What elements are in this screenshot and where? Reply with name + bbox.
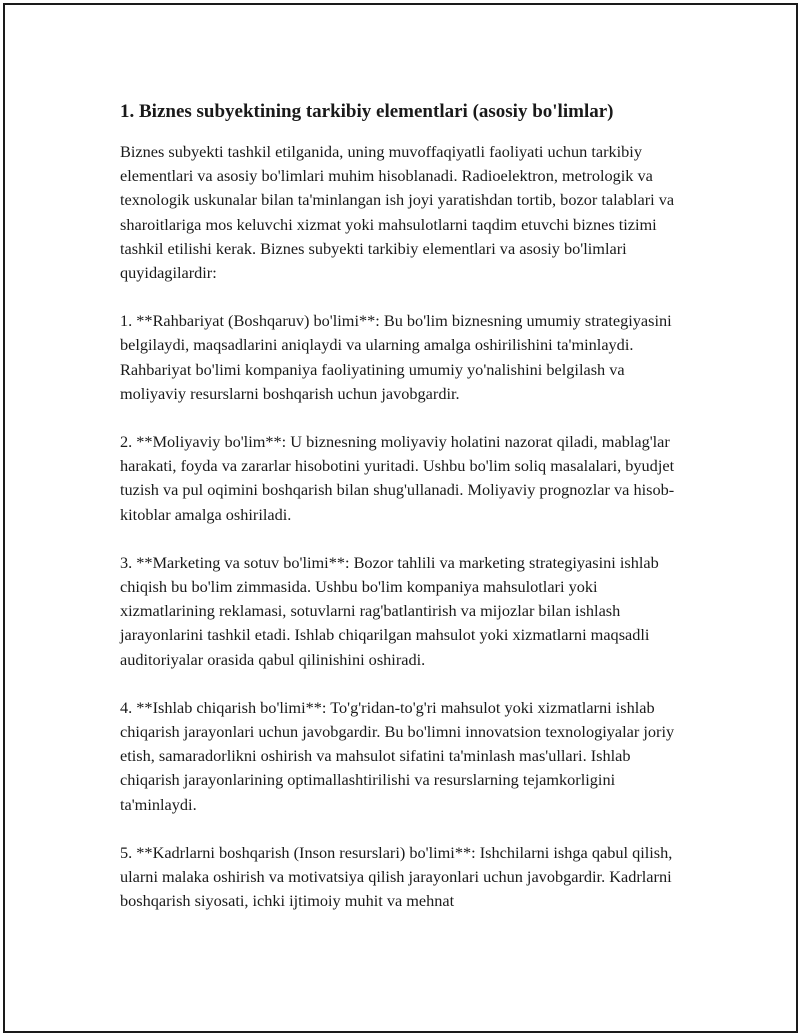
section-marketing-paragraph: 3. **Marketing va sotuv bo'limi**: Bozor tahlili va marketing strategiyasini ishlab chiqish bu bo'lim zimmasida. Ushbu bo'lim kompaniya mahsulotlari yoki xizmatlarining reklamasi, sotuvlarni rag'batlantirish va mijozlar bilan ishlash jarayonlarini tashkil etadi. Ishlab chiqarilgan mahsulot yoki xizmatlarni maqsadli auditoriyalar orasida qabul qilinishini oshiradi. [120, 552, 659, 669]
section-kadrlar-paragraph: 5. **Kadrlarni boshqarish (Inson resurslari) bo'limi**: Ishchilarni ishga qabul qilish, ularni malaka oshirish va motivatsiya qilish jarayonlari uchun javobgardir. Kadrlarni boshqarish siyosati, ichki ijtimoiy muhit va mehnat [120, 842, 673, 911]
document-body [120, 99, 690, 937]
section-ishlab-chiqarish-paragraph: 4. **Ishlab chiqarish bo'limi**: To'g'ridan-to'g'ri mahsulot yoki xizmatlarni ishlab chiqarish jarayonlari uchun javobgardir. Bu bo'limni innovatsion texnologiyalar joriy etish, samaradorlikni oshirish va mahsulot sifatini ta'minlash mas'ullari. Ishlab chiqarish jarayonlarining optimallashtirilishi va resurslarning tejamkorligini ta'minlaydi. [120, 697, 675, 814]
document-heading: 1. Biznes subyektining tarkibiy elementlari (asosiy bo'limlar) [120, 101, 614, 122]
page-frame [3, 3, 798, 1033]
section-rahbariyat-paragraph: 1. **Rahbariyat (Boshqaruv) bo'limi**: Bu bo'lim biznesning umumiy strategiyasini belgilaydi, maqsadlarini aniqlaydi va ularning amalga oshirilishini ta'minlaydi. Rahbariyat bo'limi kompaniya faoliyatining umumiy yo'nalishini belgilash va moliyaviy resurslarni boshqarish uchun javobgardir. [120, 311, 672, 403]
intro-paragraph: Biznes subyekti tashkil etilganida, uning muvoffaqiyatli faoliyati uchun tarkibiy elementlari va asosiy bo'limlari muhim hisoblanadi. Radioelektron, metrologik va texnologik uskunalar bilan ta'minlangan ish joyi yaratishdan tortib, bozor talablari va sharoitlariga mos keluvchi xizmat yoki mahsulotlarni taqdim etuvchi biznes tizimi tashkil etilishi kerak. Biznes subyekti tarkibiy elementlari va asosiy bo'limlari quyidagilardir: [120, 142, 675, 283]
section-moliyaviy-paragraph: 2. **Moliyaviy bo'lim**: U biznesning moliyaviy holatini nazorat qiladi, mablag'lar harakati, foyda va zararlar hisobotini yuritadi. Ushbu bo'lim soliq masalalari, byudjet tuzish va pul oqimini boshqarish bilan shug'ullanadi. Moliyaviy prognozlar va hisob-kitoblar amalga oshiriladi. [120, 432, 675, 524]
